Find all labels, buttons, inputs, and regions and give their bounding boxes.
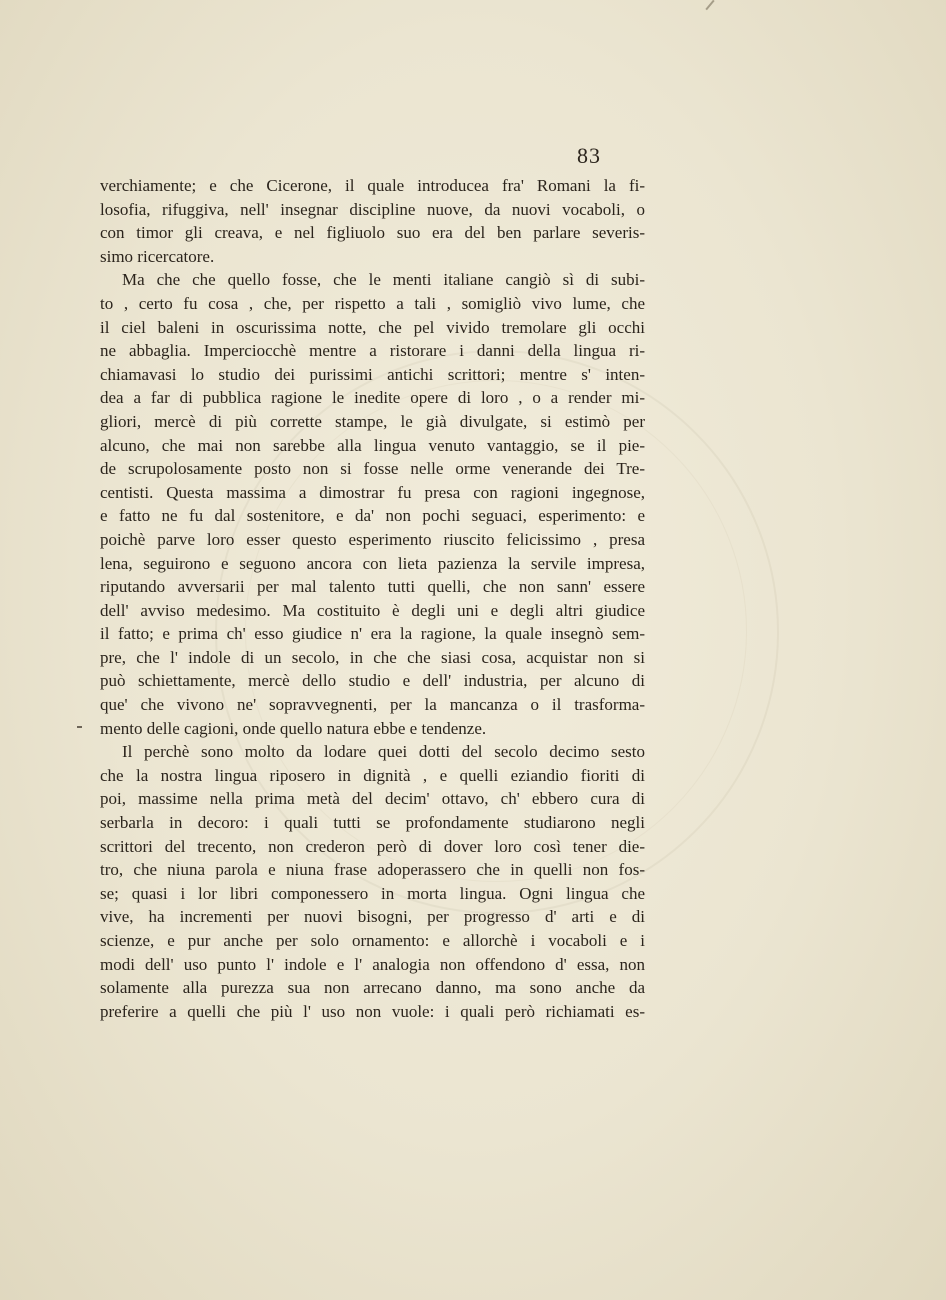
text-line: può schiettamente, mercè dello studio e dell' industria, per alcuno di xyxy=(100,671,645,691)
text-line: losofia, rifuggiva, nell' insegnar discipline nuove, da nuovi vocaboli, o xyxy=(100,199,645,219)
text-line: il fatto; e prima ch' esso giudice n' era la ragione, la quale insegnò sem- xyxy=(100,624,645,644)
text-line: tro, che niuna parola e niuna frase adoperassero che in quelli non fos- xyxy=(100,860,645,880)
text-line: to , certo fu cosa , che, per rispetto a tali , somigliò vivo lume, che xyxy=(100,293,645,313)
text-line: Il perchè sono molto da lodare quei dotti del secolo decimo sesto xyxy=(122,742,645,762)
text-line: e fatto ne fu dal sostenitore, e da' non pochi seguaci, esperimento: e xyxy=(100,506,645,526)
text-line: con timor gli creava, e nel figliuolo suo era del ben parlare severis- xyxy=(100,223,645,243)
text-line: serbarla in decoro: i quali tutti se profondamente studiarono negli xyxy=(100,813,645,833)
corner-pencil-mark xyxy=(705,0,714,10)
text-line: scrittori del trecento, non crederon però di dover loro così tener die- xyxy=(100,836,645,856)
text-line: alcuno, che mai non sarebbe alla lingua venuto vantaggio, se il pie- xyxy=(100,435,645,455)
text-line: poichè parve loro esser questo esperimento riuscito felicissimo , presa xyxy=(100,529,645,549)
text-line: il ciel baleni in oscurissima notte, che pel vivido tremolare gli occhi xyxy=(100,317,645,337)
text-line: gliori, mercè di più corrette stampe, le già divulgate, si estimò per xyxy=(100,411,645,431)
text-line: riputando avversarii per mal talento tutti quelli, che non sann' essere xyxy=(100,577,645,597)
text-line: pre, che l' indole di un secolo, in che che siasi cosa, acquistar non si xyxy=(100,647,645,667)
text-line: solamente alla purezza sua non arrecano danno, ma sono anche da xyxy=(100,978,645,998)
text-line: lena, seguirono e seguono ancora con lieta pazienza la servile impresa, xyxy=(100,553,645,573)
body-text xyxy=(100,174,645,1023)
text-line: dea a far di pubblica ragione le inedite opere di loro , o a render mi- xyxy=(100,388,645,408)
page-number: 83 xyxy=(577,143,601,168)
text-line: preferire a quelli che più l' uso non vuole: i quali però richiamati es- xyxy=(100,1001,645,1021)
text-line: modi dell' uso punto l' indole e l' analogia non offendono d' essa, non xyxy=(100,954,645,974)
text-line: centisti. Questa massima a dimostrar fu presa con ragioni ingegnose, xyxy=(100,482,645,502)
text-line: ne abbaglia. Imperciocchè mentre a ristorare i danni della lingua ri- xyxy=(100,341,645,361)
text-line: che la nostra lingua riposero in dignità , e quelli eziandio fioriti di xyxy=(100,765,645,785)
text-line: chiamavasi lo studio dei purissimi antichi scrittori; mentre s' inten- xyxy=(100,364,645,384)
text-line: simo ricercatore. xyxy=(100,246,215,266)
text-line: Ma che che quello fosse, che le menti italiane cangiò sì di subi- xyxy=(122,270,645,290)
text-line: scienze, e pur anche per solo ornamento: e allorchè i vocaboli e i xyxy=(100,931,645,950)
text-line: poi, massime nella prima metà del decim' ottavo, ch' ebbero cura di xyxy=(100,789,645,809)
margin-mark xyxy=(77,726,82,728)
text-line: verchiamente; e che Cicerone, il quale introducea fra' Romani la fi- xyxy=(100,176,645,195)
text-line: mento delle cagioni, onde quello natura ebbe e tendenze. xyxy=(100,718,487,738)
text-line: de scrupolosamente posto non si fosse nelle orme venerande dei Tre- xyxy=(100,459,645,479)
text-line: que' che vivono ne' sopravvegnenti, per la mancanza o il trasforma- xyxy=(100,695,645,715)
text-line: dell' avviso medesimo. Ma costituito è degli uni e degli altri giudice xyxy=(100,600,645,620)
text-line: se; quasi i lor libri componessero in morta lingua. Ogni lingua che xyxy=(100,883,645,903)
text-line: vive, ha incrementi per nuovi bisogni, per progresso d' arti e di xyxy=(100,907,645,927)
